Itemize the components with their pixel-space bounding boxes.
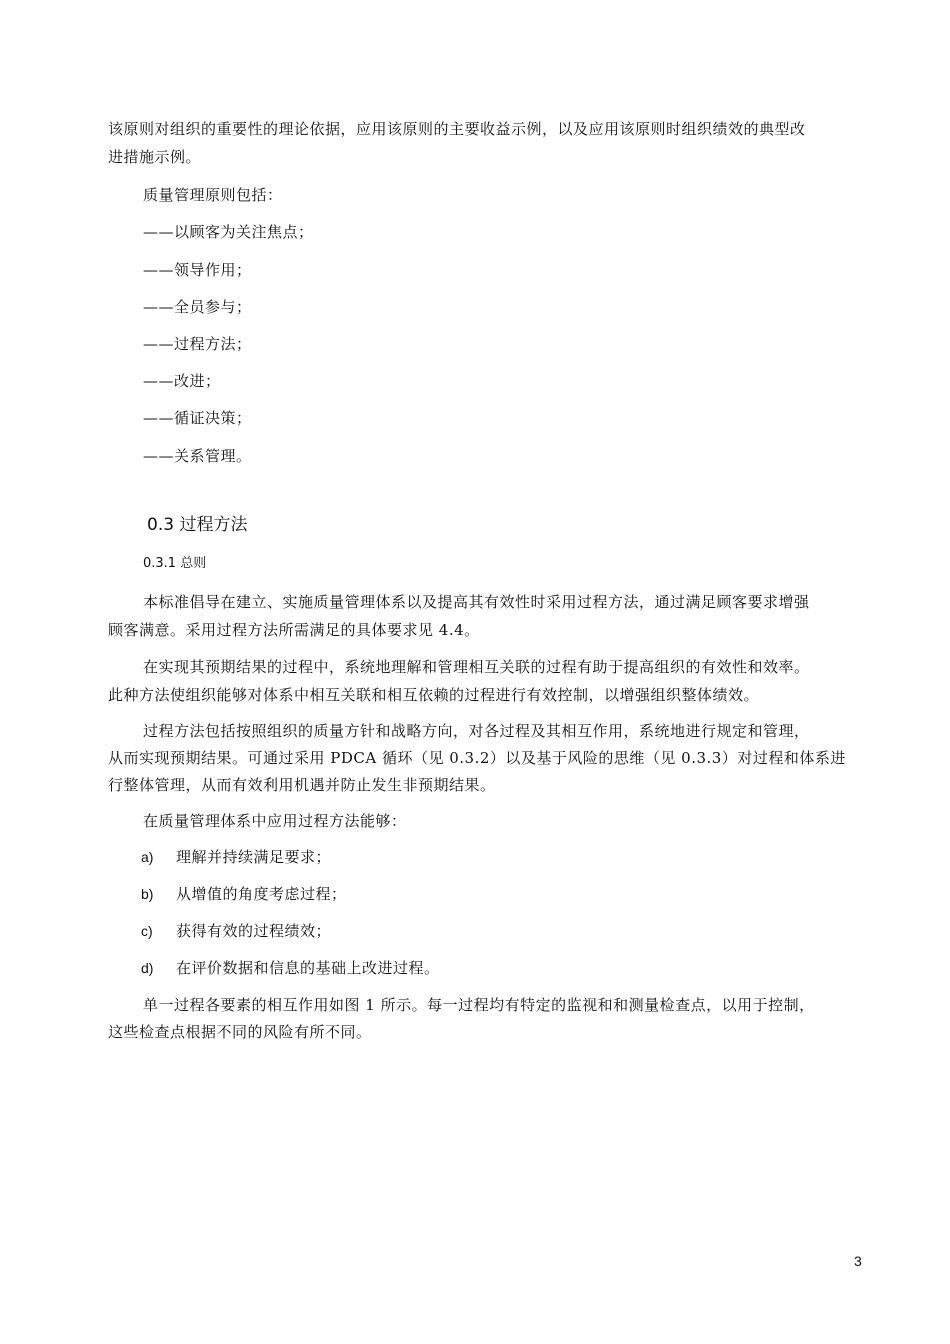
closing-line-2: 这些检查点根据不同的风险有所不同。 [108, 1023, 372, 1041]
paragraph-3-line-2: 从而实现预期结果。可通过采用 PDCA 循环（见 0.3.2）以及基于风险的思维（见 0.3.3）对过程和体系进 [108, 749, 846, 767]
principle-item: ——过程方法； [143, 335, 252, 353]
paragraph-1-line-1: 本标准倡导在建立、实施质量管理体系以及提高其有效性时采用过程方法，通过满足顾客要求增强 [143, 593, 810, 611]
principle-item: ——领导作用； [143, 261, 252, 279]
closing-line-1: 单一过程各要素的相互作用如图 1 所示。每一过程均有特定的监视和和测量检查点，以用于控制， [143, 996, 815, 1014]
list-label: c) [141, 923, 153, 939]
paragraph-2-line-1: 在实现其预期结果的过程中，系统地理解和管理相互关联的过程有助于提高组织的有效性和效率。 [143, 658, 810, 676]
list-label: b) [141, 886, 154, 902]
list-item: 在评价数据和信息的基础上改进过程。 [176, 959, 440, 977]
section-title: 0.3 过程方法 [147, 515, 248, 535]
paragraph-2-line-2: 此种方法使组织能够对体系中相互关联和相互依赖的过程进行有效控制，以增强组织整体绩效。 [108, 686, 760, 704]
principle-item: ——全员参与； [143, 298, 252, 316]
page-number: 3 [854, 1253, 862, 1269]
principles-heading: 质量管理原则包括： [143, 186, 283, 204]
principle-item: ——改进； [143, 372, 221, 390]
principle-item: ——以顾客为关注焦点； [143, 223, 314, 241]
principle-item: ——循证决策； [143, 409, 252, 427]
principle-item: ——关系管理。 [143, 447, 252, 465]
intro-line-1: 该原则对组织的重要性的理论依据，应用该原则的主要收益示例，以及应用该原则时组织绩效的典型改 [108, 120, 806, 138]
list-label: d) [141, 960, 154, 976]
intro-line-2: 进措施示例。 [108, 148, 202, 166]
list-label: a) [141, 849, 154, 865]
list-item: 获得有效的过程绩效； [176, 922, 332, 940]
paragraph-3-line-1: 过程方法包括按照组织的质量方针和战略方向，对各过程及其相互作用，系统地进行规定和管理， [143, 722, 810, 740]
paragraph-1-line-2: 顾客满意。采用过程方法所需满足的具体要求见 4.4。 [108, 621, 480, 639]
paragraph-3-line-3: 行整体管理，从而有效利用机遇并防止发生非预期结果。 [108, 776, 496, 794]
list-item: 理解并持续满足要求； [176, 848, 332, 866]
benefits-heading: 在质量管理体系中应用过程方法能够： [143, 812, 407, 830]
list-item: 从增值的角度考虑过程； [176, 885, 347, 903]
subsection-title: 0.3.1 总则 [143, 556, 207, 571]
